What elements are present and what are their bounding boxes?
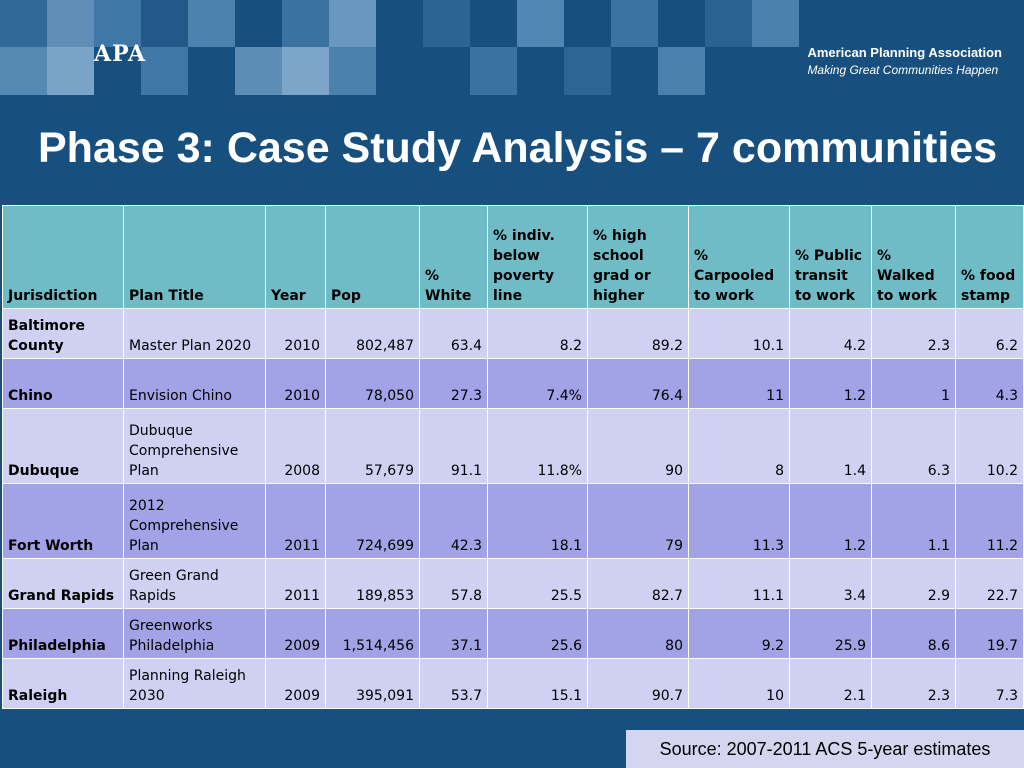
column-header: % Walked to work [872, 206, 956, 309]
poverty-pct-cell: 15.1 [488, 659, 588, 709]
column-header: % White [420, 206, 488, 309]
table-row [3, 359, 1024, 409]
table-row [3, 609, 1024, 659]
high-school-pct-cell: 80 [588, 609, 689, 659]
table-header-row [3, 206, 1024, 309]
population-cell: 78,050 [326, 359, 420, 409]
mosaic-tile [658, 47, 705, 95]
table-body [3, 309, 1024, 709]
transit-pct-cell: 4.2 [790, 309, 872, 359]
carpool-pct-cell: 10.1 [689, 309, 790, 359]
jurisdiction-cell: Dubuque [3, 409, 124, 484]
high-school-pct-cell: 76.4 [588, 359, 689, 409]
mosaic-tile [47, 0, 94, 47]
mosaic-tile [752, 0, 799, 47]
transit-pct-cell: 1.2 [790, 484, 872, 559]
poverty-pct-cell: 25.6 [488, 609, 588, 659]
high-school-pct-cell: 90 [588, 409, 689, 484]
header-banner [0, 0, 1024, 95]
high-school-pct-cell: 90.7 [588, 659, 689, 709]
jurisdiction-cell: Fort Worth [3, 484, 124, 559]
walked-pct-cell: 1 [872, 359, 956, 409]
plan-title-cell: Green Grand Rapids [124, 559, 266, 609]
population-cell: 1,514,456 [326, 609, 420, 659]
population-cell: 57,679 [326, 409, 420, 484]
carpool-pct-cell: 11.1 [689, 559, 790, 609]
poverty-pct-cell: 7.4% [488, 359, 588, 409]
jurisdiction-cell: Philadelphia [3, 609, 124, 659]
year-cell: 2008 [266, 409, 326, 484]
transit-pct-cell: 3.4 [790, 559, 872, 609]
mosaic-tile [470, 47, 517, 95]
organization-tagline: Making Great Communities Happen [807, 63, 999, 77]
column-header: % Public transit to work [790, 206, 872, 309]
food-stamp-pct-cell: 6.2 [956, 309, 1024, 359]
year-cell: 2010 [266, 359, 326, 409]
plan-title-cell: Dubuque Comprehensive Plan [124, 409, 266, 484]
case-study-table [2, 205, 1024, 709]
slide-title: Phase 3: Case Study Analysis – 7 communities [38, 124, 998, 172]
population-cell: 802,487 [326, 309, 420, 359]
carpool-pct-cell: 11 [689, 359, 790, 409]
column-header: Jurisdiction [3, 206, 124, 309]
white-pct-cell: 27.3 [420, 359, 488, 409]
high-school-pct-cell: 79 [588, 484, 689, 559]
poverty-pct-cell: 8.2 [488, 309, 588, 359]
column-header: Year [266, 206, 326, 309]
food-stamp-pct-cell: 7.3 [956, 659, 1024, 709]
mosaic-tile [188, 0, 235, 47]
mosaic-tile [0, 0, 47, 47]
transit-pct-cell: 1.4 [790, 409, 872, 484]
mosaic-tile [329, 0, 376, 47]
population-cell: 189,853 [326, 559, 420, 609]
year-cell: 2010 [266, 309, 326, 359]
column-header: Pop [326, 206, 420, 309]
high-school-pct-cell: 82.7 [588, 559, 689, 609]
column-header: % food stamp [956, 206, 1024, 309]
walked-pct-cell: 2.9 [872, 559, 956, 609]
walked-pct-cell: 8.6 [872, 609, 956, 659]
mosaic-tile [141, 0, 188, 47]
food-stamp-pct-cell: 10.2 [956, 409, 1024, 484]
white-pct-cell: 57.8 [420, 559, 488, 609]
year-cell: 2011 [266, 484, 326, 559]
walked-pct-cell: 1.1 [872, 484, 956, 559]
white-pct-cell: 53.7 [420, 659, 488, 709]
jurisdiction-cell: Grand Rapids [3, 559, 124, 609]
high-school-pct-cell: 89.2 [588, 309, 689, 359]
organization-name: American Planning Association [807, 45, 1002, 60]
food-stamp-pct-cell: 11.2 [956, 484, 1024, 559]
mosaic-tile [517, 0, 564, 47]
poverty-pct-cell: 25.5 [488, 559, 588, 609]
food-stamp-pct-cell: 4.3 [956, 359, 1024, 409]
plan-title-cell: 2012 Comprehensive Plan [124, 484, 266, 559]
mosaic-tile [282, 47, 329, 95]
walked-pct-cell: 2.3 [872, 309, 956, 359]
mosaic-tile [235, 47, 282, 95]
plan-title-cell: Planning Raleigh 2030 [124, 659, 266, 709]
year-cell: 2009 [266, 659, 326, 709]
column-header: % Carpooled to work [689, 206, 790, 309]
population-cell: 724,699 [326, 484, 420, 559]
white-pct-cell: 42.3 [420, 484, 488, 559]
poverty-pct-cell: 11.8% [488, 409, 588, 484]
transit-pct-cell: 25.9 [790, 609, 872, 659]
organization-block [807, 45, 1002, 77]
mosaic-tile [0, 47, 47, 95]
year-cell: 2009 [266, 609, 326, 659]
jurisdiction-cell: Chino [3, 359, 124, 409]
plan-title-cell: Master Plan 2020 [124, 309, 266, 359]
jurisdiction-cell: Raleigh [3, 659, 124, 709]
carpool-pct-cell: 9.2 [689, 609, 790, 659]
table-row [3, 409, 1024, 484]
jurisdiction-cell: Baltimore County [3, 309, 124, 359]
column-header: % high school grad or higher [588, 206, 689, 309]
source-note: Source: 2007-2011 ACS 5-year estimates [626, 730, 1024, 768]
table-row [3, 309, 1024, 359]
population-cell: 395,091 [326, 659, 420, 709]
walked-pct-cell: 6.3 [872, 409, 956, 484]
mosaic-tile [423, 0, 470, 47]
plan-title-cell: Greenworks Philadelphia [124, 609, 266, 659]
carpool-pct-cell: 11.3 [689, 484, 790, 559]
mosaic-tile [705, 0, 752, 47]
mosaic-tile [564, 47, 611, 95]
mosaic-tile [329, 47, 376, 95]
table-row [3, 559, 1024, 609]
plan-title-cell: Envision Chino [124, 359, 266, 409]
white-pct-cell: 37.1 [420, 609, 488, 659]
transit-pct-cell: 1.2 [790, 359, 872, 409]
mosaic-tile [47, 47, 94, 95]
year-cell: 2011 [266, 559, 326, 609]
white-pct-cell: 91.1 [420, 409, 488, 484]
mosaic-tile [94, 0, 141, 47]
food-stamp-pct-cell: 22.7 [956, 559, 1024, 609]
mosaic-tile [282, 0, 329, 47]
apa-logo: APA [94, 41, 147, 67]
mosaic-tile [141, 47, 188, 95]
poverty-pct-cell: 18.1 [488, 484, 588, 559]
column-header: Plan Title [124, 206, 266, 309]
food-stamp-pct-cell: 19.7 [956, 609, 1024, 659]
carpool-pct-cell: 8 [689, 409, 790, 484]
carpool-pct-cell: 10 [689, 659, 790, 709]
column-header: % indiv. below poverty line [488, 206, 588, 309]
walked-pct-cell: 2.3 [872, 659, 956, 709]
transit-pct-cell: 2.1 [790, 659, 872, 709]
table-row [3, 659, 1024, 709]
mosaic-tile [611, 0, 658, 47]
table-row [3, 484, 1024, 559]
white-pct-cell: 63.4 [420, 309, 488, 359]
